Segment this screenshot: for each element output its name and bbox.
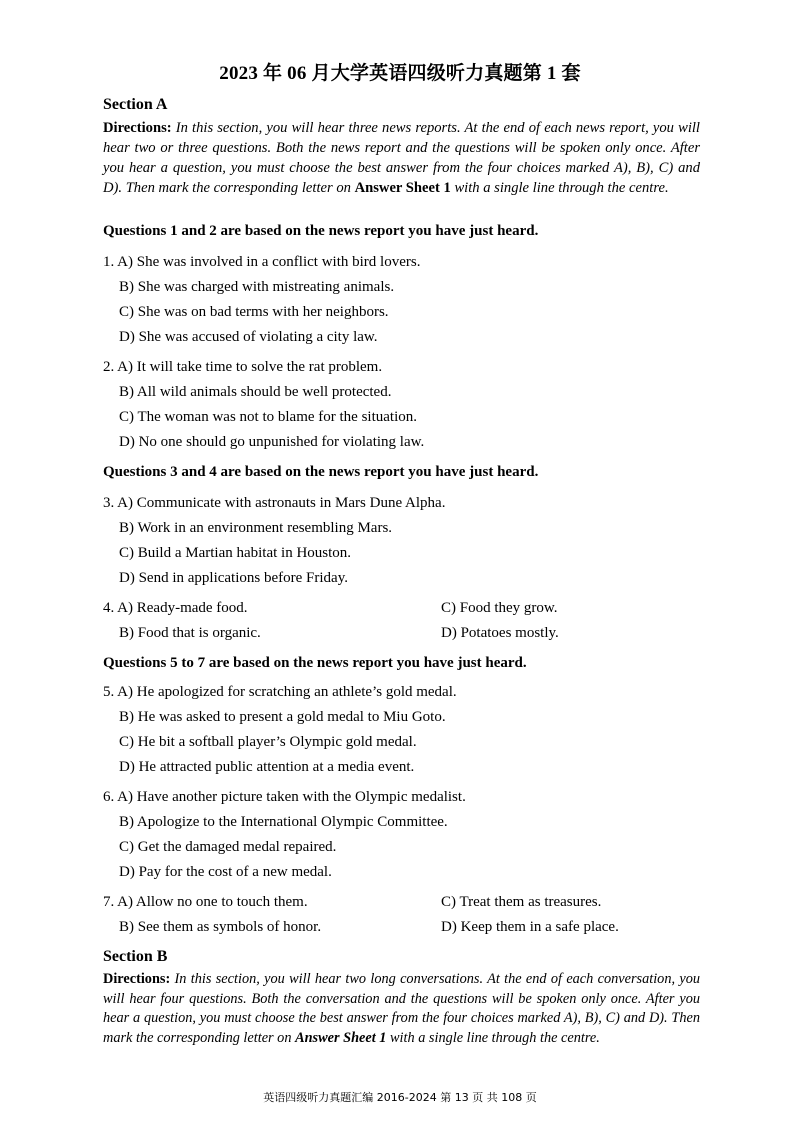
- question-5-option-b: B) He was asked to present a gold medal to Miu Goto.: [119, 709, 446, 725]
- question-6-option-a: 6. A) Have another picture taken with the Olympic medalist.: [103, 789, 466, 805]
- question-3-option-c: C) Build a Martian habitat in Houston.: [119, 545, 352, 561]
- question-7-option-a: 7. A) Allow no one to touch them.: [103, 894, 308, 910]
- question-2-option-a: 2. A) It will take time to solve the rat problem.: [103, 359, 383, 375]
- question-6-option-b: B) Apologize to the International Olympic Committee.: [119, 814, 448, 830]
- section-a-directions: [103, 118, 700, 198]
- question-2-option-b: B) All wild animals should be well protected.: [119, 384, 392, 400]
- question-4-option-b: B) Food that is organic.: [119, 625, 261, 641]
- question-3-option-a: 3. A) Communicate with astronauts in Mars Dune Alpha.: [103, 495, 446, 511]
- answer-sheet-ref: Answer Sheet 1: [354, 180, 451, 196]
- directions-text: In this section, you will hear three news reports. At the end of each news report, you will hear two or three questions. Both the news report and the questions will be spoken only once. After you hear a question, you must choose the best answer from the four choices marked A), B), C) and D). Then mark the corresponding letter on: [103, 120, 700, 196]
- question-2-option-d: D) No one should go unpunished for violating law.: [119, 434, 425, 450]
- answer-sheet-ref: Answer Sheet 1: [295, 1029, 387, 1046]
- directions-label: Directions:: [103, 120, 172, 136]
- question-2-option-c: C) The woman was not to blame for the situation.: [119, 409, 418, 425]
- question-1-option-d: D) She was accused of violating a city law.: [119, 329, 378, 345]
- question-5-option-d: D) He attracted public attention at a media event.: [119, 759, 415, 775]
- page-footer: 英语四级听力真题汇编 2016-2024 第 13 页 共 108 页: [263, 1091, 537, 1104]
- directions-text-end: with a single line through the centre.: [450, 180, 669, 196]
- section-b-heading: Section B: [103, 948, 168, 965]
- question-7-option-b: B) See them as symbols of honor.: [119, 919, 322, 935]
- directions-text: In this section, you will hear two long conversations. At the end of each conversation, you will hear four questions. Both the conversation and the questions will be spoken only once. After you hear a question, you must choose the best answer from the four choices marked A), B), C) and D). Then mark the corresponding letter on: [103, 971, 700, 1046]
- question-1-option-c: C) She was on bad terms with her neighbors.: [119, 304, 389, 320]
- question-1-option-a: 1. A) She was involved in a conflict with bird lovers.: [103, 254, 421, 270]
- directions-text-end: with a single line through the centre.: [386, 1029, 600, 1046]
- question-4-option-a: 4. A) Ready-made food.: [103, 600, 248, 616]
- question-7-option-d: D) Keep them in a safe place.: [441, 919, 619, 935]
- question-3-option-b: B) Work in an environment resembling Mars.: [119, 520, 393, 536]
- question-group-heading: Questions 3 and 4 are based on the news report you have just heard.: [103, 464, 539, 480]
- question-6-option-d: D) Pay for the cost of a new medal.: [119, 864, 332, 880]
- question-group-heading: Questions 5 to 7 are based on the news report you have just heard.: [103, 655, 527, 671]
- question-5-option-a: 5. A) He apologized for scratching an athlete’s gold medal.: [103, 684, 457, 700]
- question-1-option-b: B) She was charged with mistreating animals.: [119, 279, 395, 295]
- question-7-option-c: C) Treat them as treasures.: [441, 894, 602, 910]
- question-4-option-d: D) Potatoes mostly.: [441, 625, 559, 641]
- question-3-option-d: D) Send in applications before Friday.: [119, 570, 348, 586]
- page-title: 2023 年 06 月大学英语四级听力真题第 1 套: [219, 63, 581, 84]
- question-5-option-c: C) He bit a softball player’s Olympic gold medal.: [119, 734, 417, 750]
- section-b-directions: [103, 970, 700, 1048]
- question-4-option-c: C) Food they grow.: [441, 600, 558, 616]
- question-group-heading: Questions 1 and 2 are based on the news report you have just heard.: [103, 223, 539, 239]
- question-6-option-c: C) Get the damaged medal repaired.: [119, 839, 337, 855]
- directions-label: Directions:: [103, 971, 171, 987]
- section-a-heading: Section A: [103, 96, 168, 113]
